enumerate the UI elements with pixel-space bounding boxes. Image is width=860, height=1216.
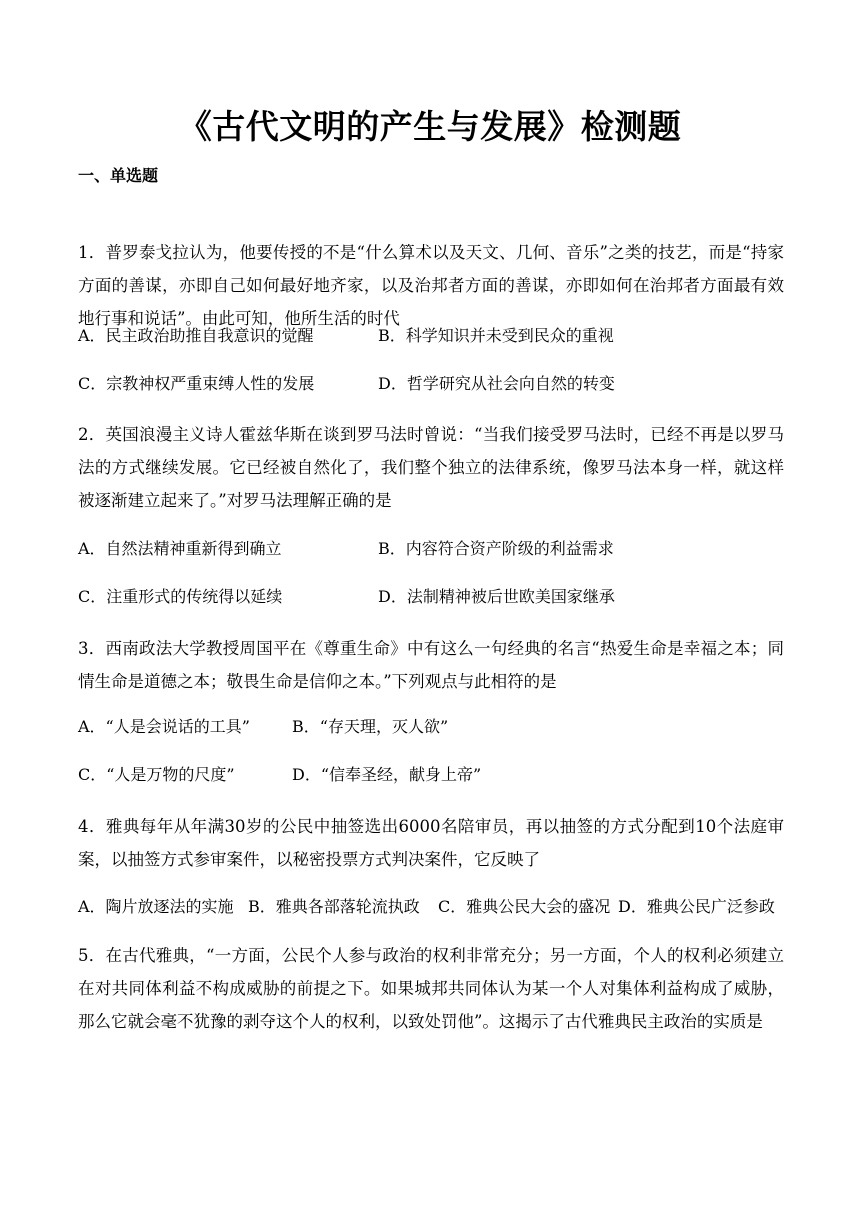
question-5-stem: 5．在古代雅典，“一方面，公民个人参与政治的权利非常充分；另一方面，个人的权利必须建立在对共同体利益不构成威胁的前提之下。如果城邦共同体认为某一个人对集体利益构成了威胁，那么它就会毫不犹豫的剥夺这个人的权利，以致处罚他”。这揭示了古代雅典民主政治的实质是 [78, 946, 784, 1031]
question-1-options [78, 321, 784, 351]
question-4-stem: 4．雅典每年从年满30岁的公民中抽签选出6000名陪审员，再以抽签的方式分配到10个法庭审案，以抽签方式参审案件，以秘密投票方式判决案件，它反映了 [78, 817, 784, 869]
question-3-stem: 3．西南政法大学教授周国平在《尊重生命》中有这么一句经典的名言“热爱生命是幸福之本；同情生命是道德之本；敬畏生命是信仰之本。”下列观点与此相符的是 [78, 639, 784, 691]
question-3-options [78, 712, 784, 742]
question-1-option-d: D．哲学研究从社会向自然的转变 [378, 374, 615, 393]
question-1-option-a: A．民主政治助推自我意识的觉醒 [78, 326, 314, 345]
question-4-option-c: C．雅典公民大会的盛况 [438, 897, 611, 916]
section-heading: 一、单选题 [78, 166, 159, 185]
question-1-option-b: B．科学知识并未受到民众的重视 [378, 326, 614, 345]
question-1-options-row2 [78, 369, 784, 399]
question-2-option-d: D．法制精神被后世欧美国家继承 [378, 587, 615, 606]
question-4-option-a: A．陶片放逐法的实施 [78, 897, 234, 916]
question-3-option-d: D．“信奉圣经，献身上帝” [292, 765, 482, 784]
question-3-option-a: A．“人是会说话的工具” [78, 717, 250, 736]
question-4-options [78, 892, 784, 922]
question-1-stem: 1．普罗泰戈拉认为，他要传授的不是“什么算术以及天文、几何、音乐”之类的技艺，而是“持家方面的善谋，亦即自己如何最好地齐家，以及治邦者方面的善谋，亦即如何在治邦者方面最有效地行事和说话”。由此可知，他所生活的时代 [78, 243, 784, 328]
question-1-option-c: C．宗教神权严重束缚人性的发展 [78, 374, 315, 393]
question-3-options-row2 [78, 760, 784, 790]
question-2-options-row2 [78, 582, 784, 612]
question-3-option-b: B．“存天理，灭人欲” [292, 717, 449, 736]
question-2-option-b: B．内容符合资产阶级的利益需求 [378, 539, 614, 558]
question-4-option-d: D．雅典公民广泛参政 [618, 897, 775, 916]
question-2-options [78, 534, 784, 564]
question-2-option-c: C．注重形式的传统得以延续 [78, 587, 283, 606]
question-4-option-b: B．雅典各部落轮流执政 [248, 897, 420, 916]
document-title: 《古代文明的产生与发展》检测题 [178, 107, 682, 146]
question-2-option-a: A．自然法精神重新得到确立 [78, 539, 282, 558]
question-2-stem: 2．英国浪漫主义诗人霍兹华斯在谈到罗马法时曾说：“当我们接受罗马法时，已经不再是以罗马法的方式继续发展。它已经被自然化了，我们整个独立的法律系统，像罗马法本身一样，就这样被逐渐建立起来了。”对罗马法理解正确的是 [78, 425, 784, 510]
question-3-option-c: C．“人是万物的尺度” [78, 765, 235, 784]
